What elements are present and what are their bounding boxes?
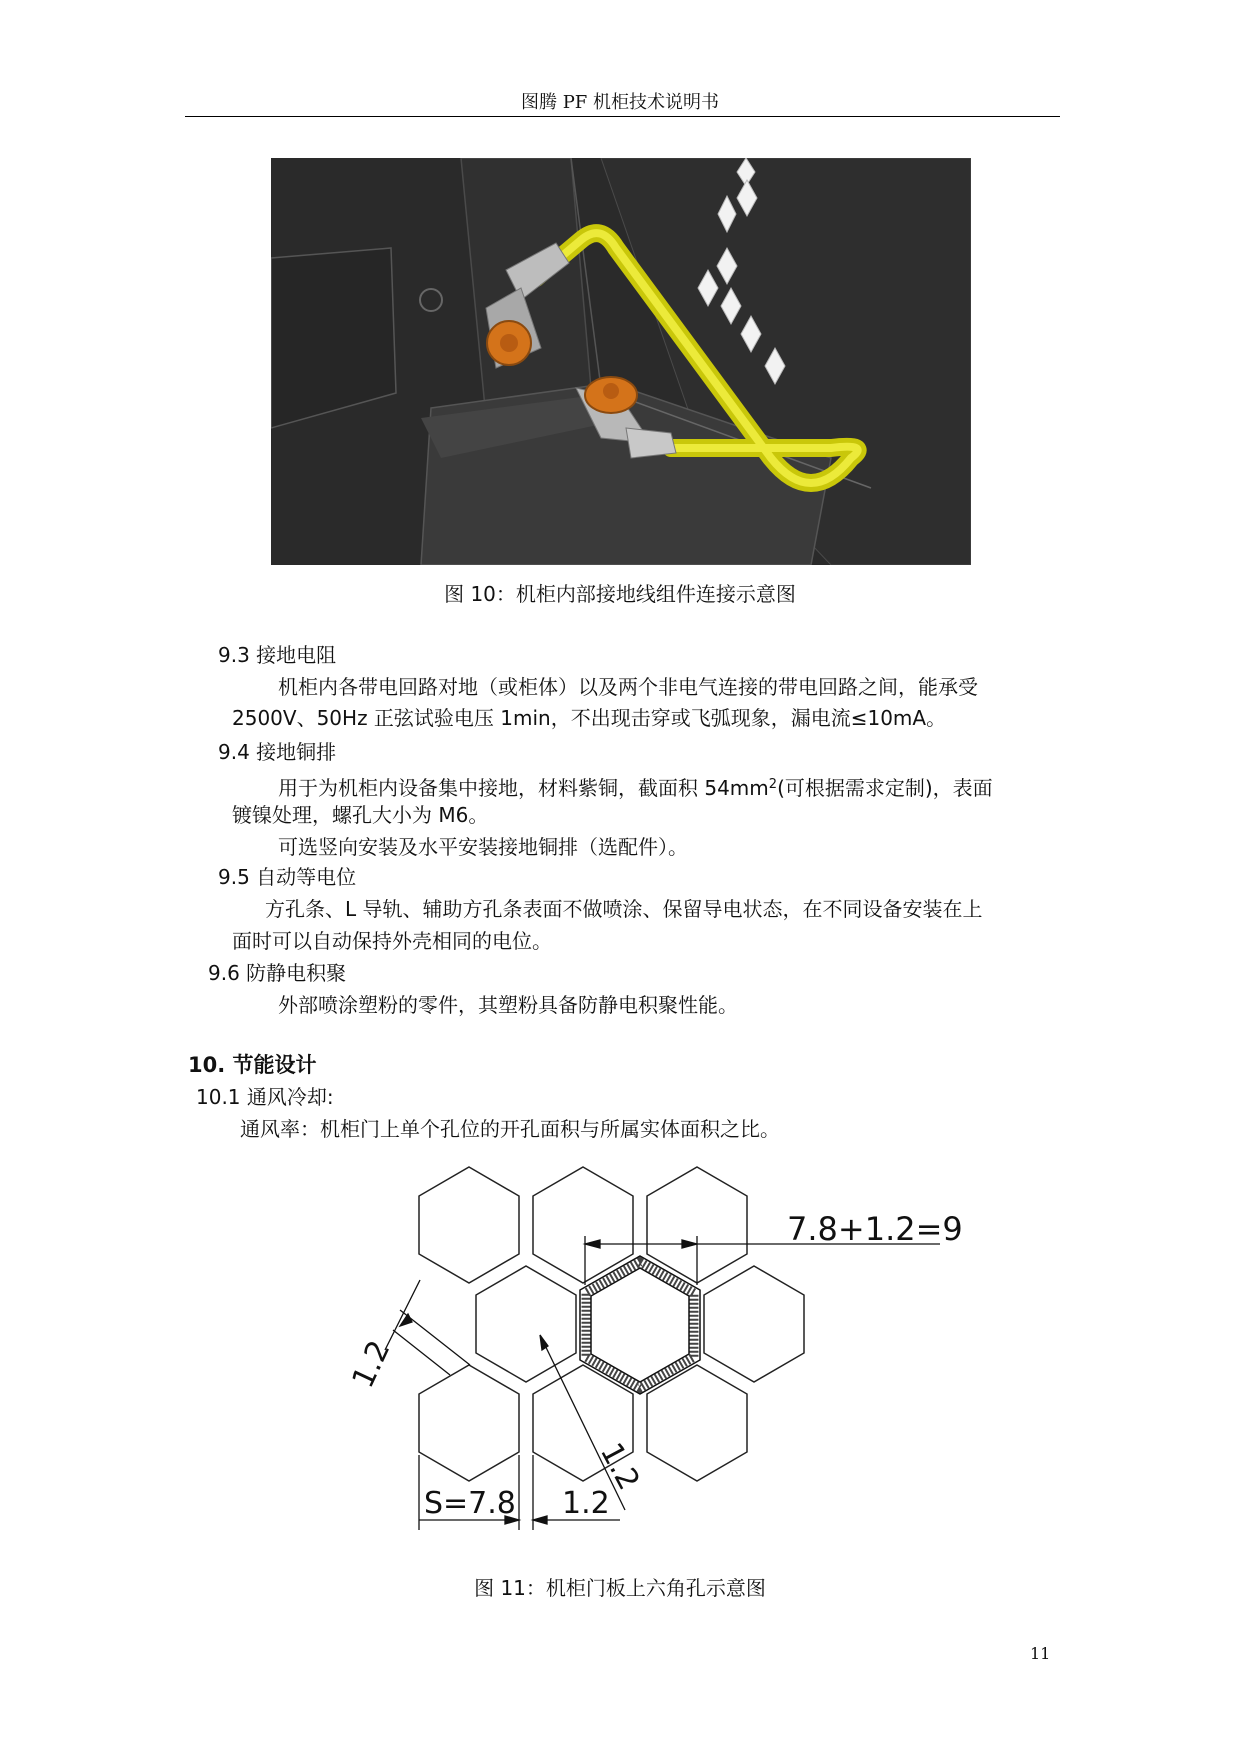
- section-9-4-line-3: 可选竖向安装及水平安装接地铜排（选配件）。: [278, 835, 688, 859]
- hexagon-r1-1: [419, 1167, 519, 1283]
- section-9-3-line-2: 2500V、50Hz 正弦试验电压 1min，不出现击穿或飞弧现象，漏电流≤10mA。: [232, 706, 947, 730]
- dimension-top-label: 7.8+1.2=9: [787, 1210, 963, 1248]
- section-9-5-line-1: 方孔条、L 导轨、辅助方孔条表面不做喷涂、保留导电状态，在不同设备安装在上: [265, 897, 983, 921]
- section-9-3-line-1: 机柜内各带电回路对地（或柜体）以及两个非电气连接的带电回路之间，能承受: [278, 675, 978, 699]
- dimension-left-label: 1.2: [345, 1335, 398, 1394]
- section-9-4-line-2: 镀镍处理，螺孔大小为 M6。: [232, 803, 489, 827]
- section-9-3-heading: 9.3 接地电阻: [218, 643, 337, 667]
- section-10-1-heading: 10.1 通风冷却:: [196, 1085, 334, 1109]
- hexagon-r1-2: [533, 1167, 633, 1283]
- dimension-s-label: S=7.8: [424, 1486, 516, 1521]
- section-10-heading: 10. 节能设计: [188, 1053, 317, 1077]
- section-9-6-heading: 9.6 防静电积聚: [208, 961, 347, 985]
- section-10-1-line-1: 通风率：机柜门上单个孔位的开孔面积与所属实体面积之比。: [240, 1117, 780, 1141]
- figure-11-caption: 图 11：机柜门板上六角孔示意图: [474, 1576, 766, 1600]
- section-9-4-heading: 9.4 接地铜排: [218, 740, 337, 764]
- section-9-4-line-1: 用于为机柜内设备集中接地，材料紫铜，截面积 $54mm^2$(可根据需求定制)，表面: [278, 776, 993, 800]
- running-header: 图腾 PF 机柜技术说明书: [520, 92, 720, 113]
- hexagon-r2-1: [476, 1266, 576, 1382]
- dimension-diagonal-label: 1.2: [592, 1437, 647, 1496]
- section-9-6-line-1: 外部喷涂塑粉的零件，其塑粉具备防静电积聚性能。: [278, 993, 738, 1017]
- hexagon-r3-3: [647, 1365, 747, 1481]
- dimension-gap-label: 1.2: [562, 1486, 610, 1521]
- figure-10-caption: 图 10：机柜内部接地线组件连接示意图: [444, 582, 796, 606]
- page-number: 11: [1030, 1644, 1051, 1663]
- section-9-5-heading: 9.5 自动等电位: [218, 865, 357, 889]
- hexagon-center-outer: [586, 1262, 694, 1388]
- hexagon-r2-3: [704, 1266, 804, 1382]
- hexagon-r3-1: [419, 1365, 519, 1481]
- section-9-5-line-2: 面时可以自动保持外壳相同的电位。: [232, 929, 552, 953]
